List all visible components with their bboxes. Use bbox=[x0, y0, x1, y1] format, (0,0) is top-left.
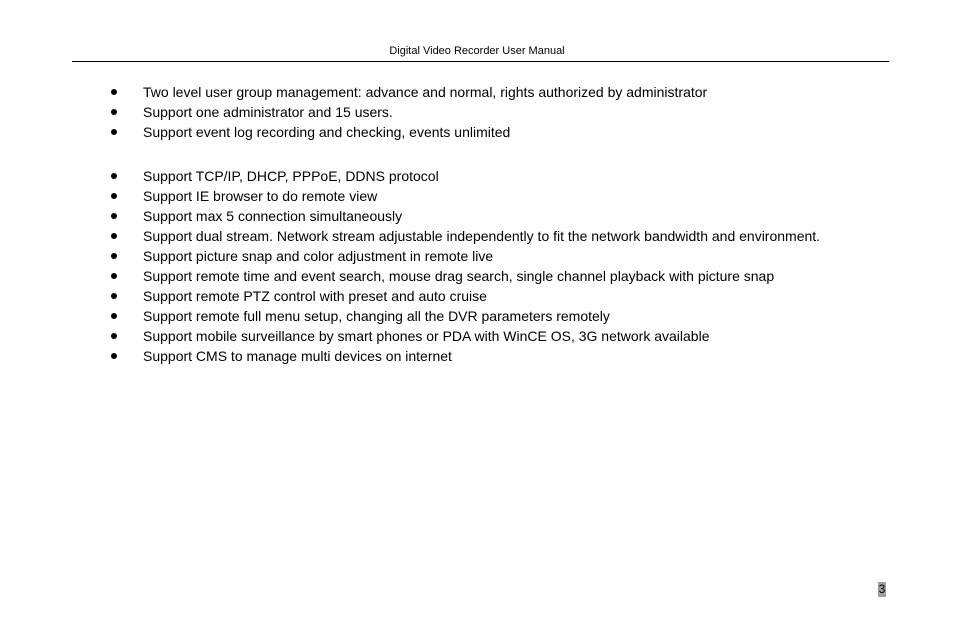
bullet-icon bbox=[111, 109, 117, 115]
bullet-icon bbox=[111, 173, 117, 179]
list-item-text: Support TCP/IP, DHCP, PPPoE, DDNS protocol bbox=[143, 168, 439, 184]
list-item-text: Support picture snap and color adjustment in remote live bbox=[143, 248, 494, 264]
list-item-text: Support mobile surveillance by smart phones or PDA with WinCE OS, 3G network available bbox=[143, 328, 710, 344]
list-item-text: Support dual stream. Network stream adjustable independently to fit the network bandwidth and environment. bbox=[143, 228, 821, 244]
list-item-text: Support CMS to manage multi devices on internet bbox=[143, 348, 452, 364]
list-item-text: Two level user group management: advance and normal, rights authorized by administrator bbox=[143, 84, 708, 100]
bullet-icon bbox=[111, 273, 117, 279]
bullet-icon bbox=[111, 193, 117, 199]
header-rule bbox=[72, 61, 889, 62]
bullet-icon bbox=[111, 313, 117, 319]
list-item-text: Support remote full menu setup, changing all the DVR parameters remotely bbox=[143, 308, 610, 324]
bullet-icon bbox=[111, 293, 117, 299]
list-item-text: Support remote PTZ control with preset and auto cruise bbox=[143, 288, 487, 304]
page-number: 3 bbox=[878, 582, 886, 596]
list-item-text: Support remote time and event search, mouse drag search, single channel playback with picture snap bbox=[143, 268, 775, 284]
header-title: Digital Video Recorder User Manual bbox=[389, 45, 565, 57]
list-item-text: Support max 5 connection simultaneously bbox=[143, 208, 403, 224]
bullet-icon bbox=[111, 253, 117, 259]
bullet-icon bbox=[111, 353, 117, 359]
bullet-icon bbox=[111, 89, 117, 95]
bullet-icon bbox=[111, 333, 117, 339]
bullet-icon bbox=[111, 213, 117, 219]
list-item-text: Support event log recording and checking, events unlimited bbox=[143, 124, 511, 140]
list-item-text: Support IE browser to do remote view bbox=[143, 188, 378, 204]
bullet-icon bbox=[111, 233, 117, 239]
list-item-text: Support one administrator and 15 users. bbox=[143, 104, 393, 120]
bullet-icon bbox=[111, 129, 117, 135]
